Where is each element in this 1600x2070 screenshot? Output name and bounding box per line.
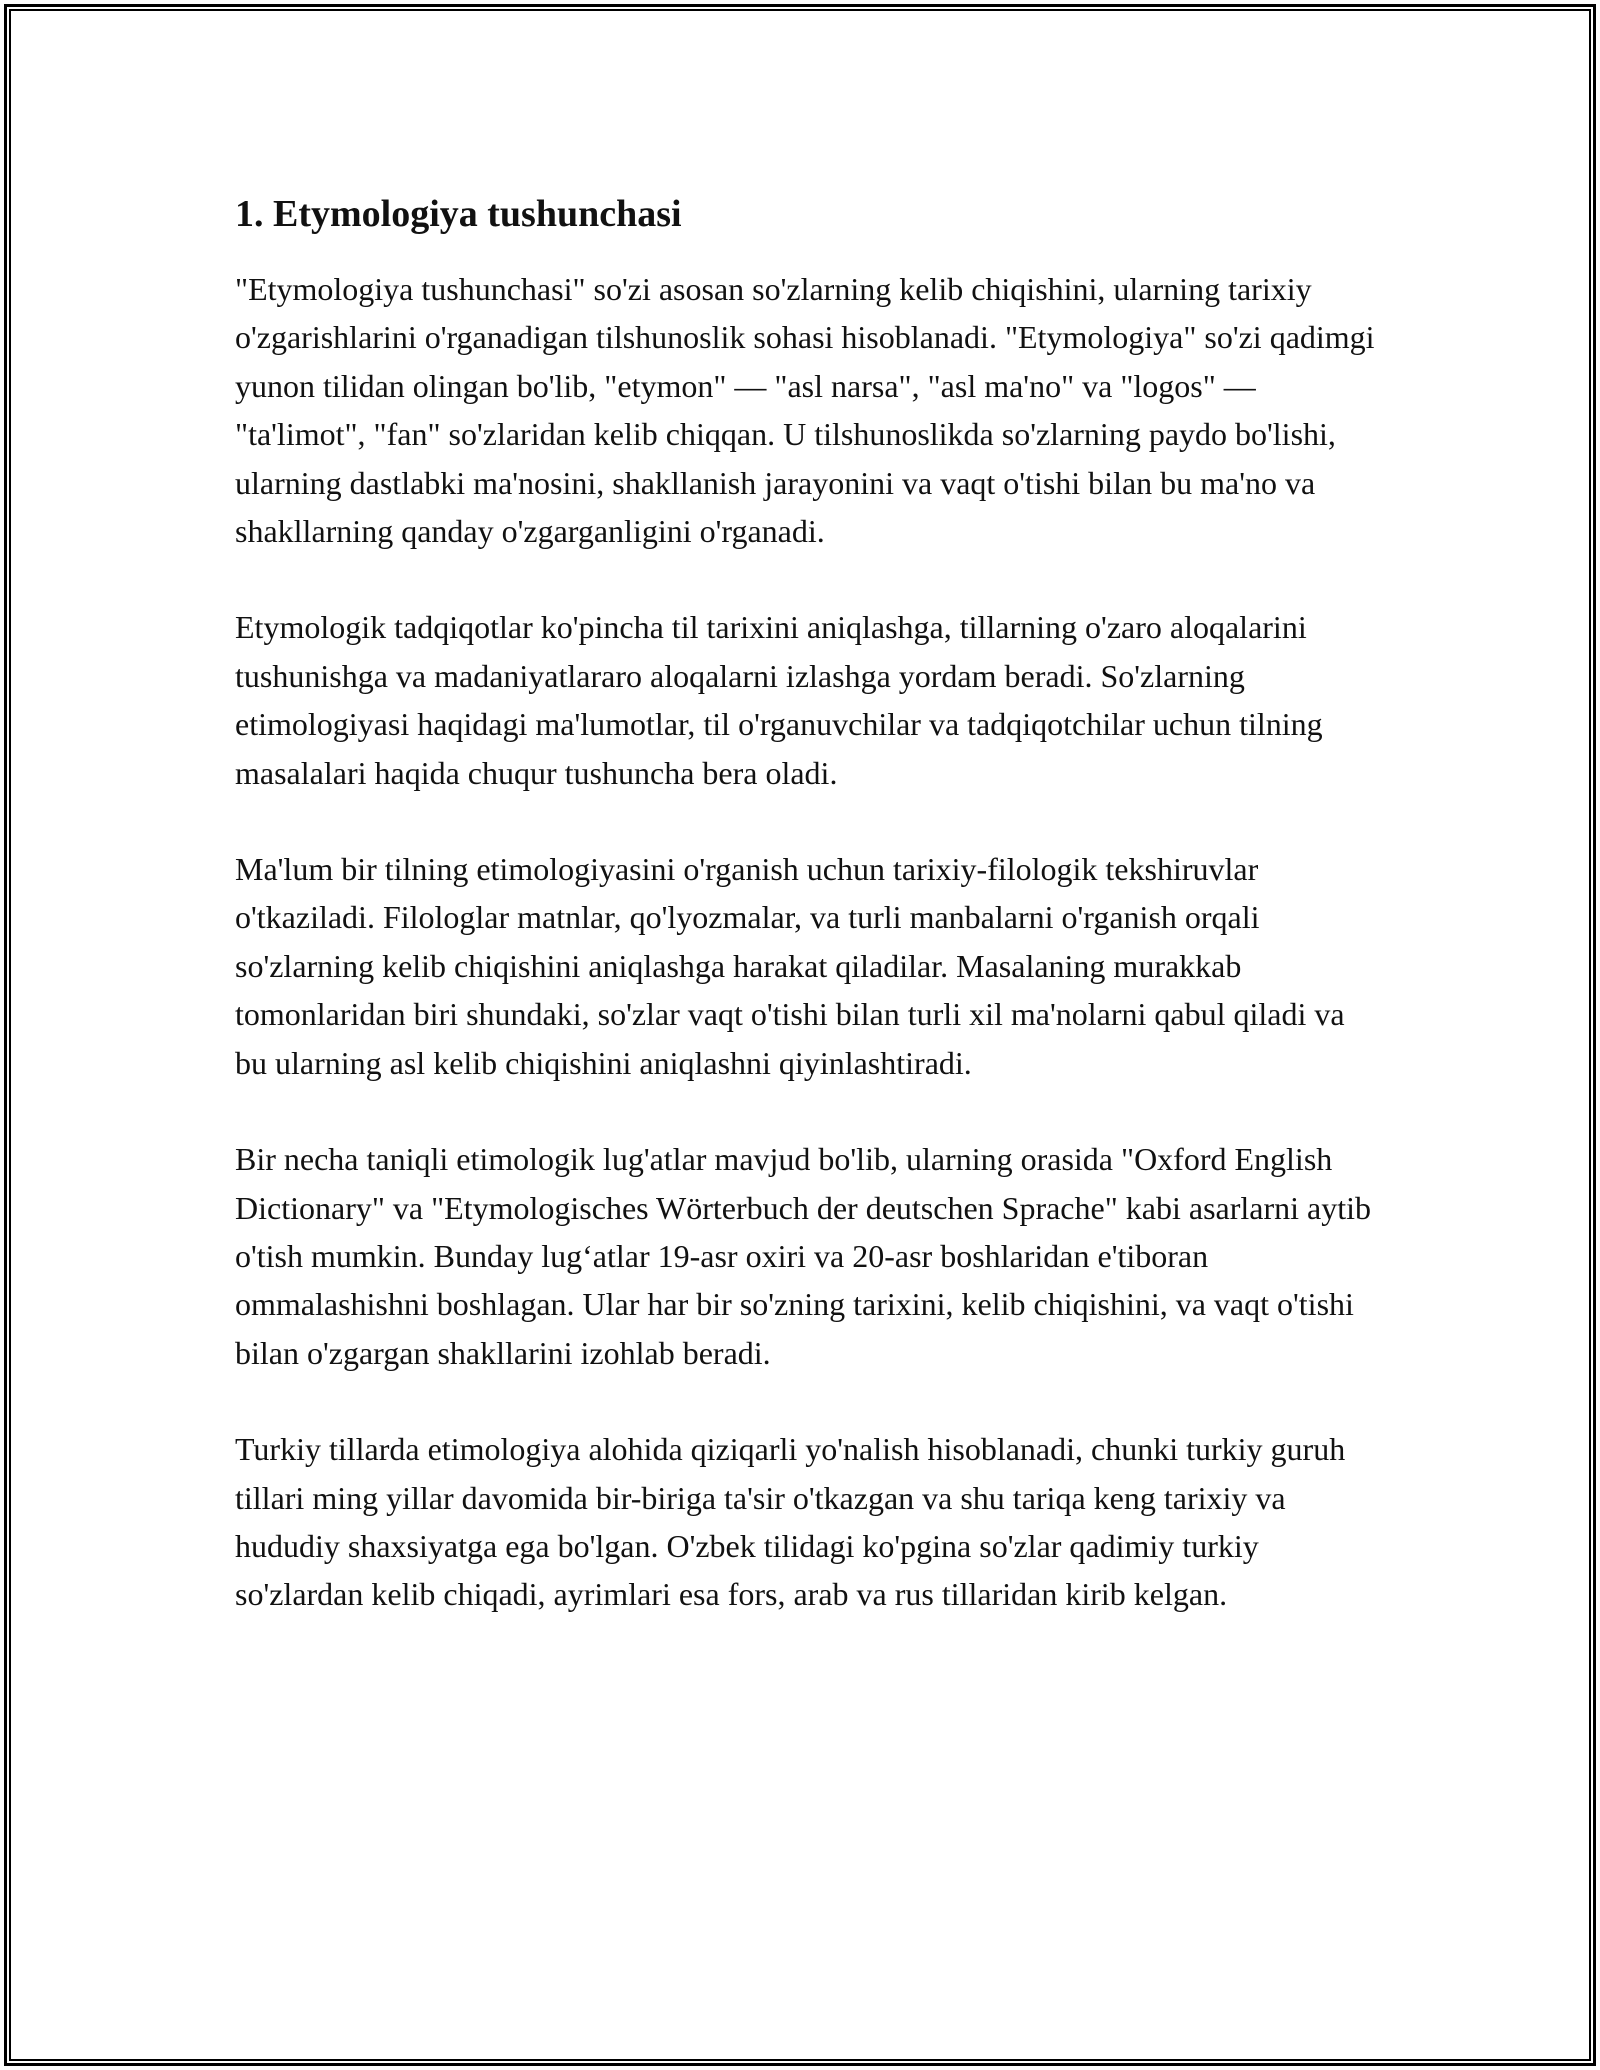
paragraph-turkic: Turkiy tillarda etimologiya alohida qiziqarli yo'nalish hisoblanadi, chunki turkiy guruh tillari ming yillar davomida bir-biriga ta'sir o'tkazgan va shu tariqa keng tarixiy va hududiy shaxsiyatga ega bo'lgan. O'zbek tilidagi ko'pgina so'zlar qadimiy turkiy so'zlardan kelib chiqadi, ayrimlari esa fors, arab va rus tillaridan kirib kelgan.: [235, 1431, 1346, 1613]
paragraph-philology: Ma'lum bir tilning etimologiyasini o'rganish uchun tarixiy-filologik tekshiruvlar o'tkaziladi. Filologlar matnlar, qo'lyozmalar, va turli manbalarni o'rganish orqali so'zlarning kelib chiqishini aniqlashga harakat qiladilar. Masalaning murakkab tomonlaridan biri shundaki, so'zlar vaqt o'tishi bilan turli xil ma'nolarni qabul qiladi va bu ularning asl kelib chiqishini aniqlashni qiyinlashtiradi.: [235, 851, 1345, 1081]
section-heading: 1. Etymologiya tushunchasi: [235, 193, 682, 235]
paragraph-research: Etymologik tadqiqotlar ko'pincha til tarixini aniqlashga, tillarning o'zaro aloqalarini tushunishga va madaniyatlararo aloqalarni izlashga yordam beradi. So'zlarning etimologiyasi haqidagi ma'lumotlar, til o'rganuvchilar va tadqiqotchilar uchun tilning masalalari haqida chuqur tushuncha bera oladi.: [235, 609, 1323, 791]
paragraph-definition: "Etymologiya tushunchasi" so'zi asosan so'zlarning kelib chiqishini, ularning tarixiy o'zgarishlarini o'rganadigan tilshunoslik sohasi hisoblanadi. "Etymologiya" so'zi qadimgi yunon tilidan olingan bo'lib, "etymon" — "asl narsa", "asl ma'no" va "logos" — "ta'limot", "fan" so'zlaridan kelib chiqqan. U tilshunoslikda so'zlarning paydo bo'lishi, ularning dastlabki ma'nosini, shakllanish jarayonini va vaqt o'tishi bilan bu ma'no va shakllarning qanday o'zgarganligini o'rganadi.: [235, 271, 1375, 550]
paragraph-dictionaries: Bir necha taniqli etimologik lug'atlar mavjud bo'lib, ularning orasida "Oxford English Dictionary" va "Etymologisches Wörterbuch der deutschen Sprache" kabi asarlarni aytib o'tish mumkin. Bunday lug‘atlar 19-asr oxiri va 20-asr boshlaridan e'tiboran ommalashishni boshlagan. Ular har bir so'zning tarixini, kelib chiqishini, va vaqt o'tishi bilan o'zgargan shakllarini izohlab beradi.: [235, 1141, 1371, 1371]
document-body: [235, 188, 1375, 1667]
